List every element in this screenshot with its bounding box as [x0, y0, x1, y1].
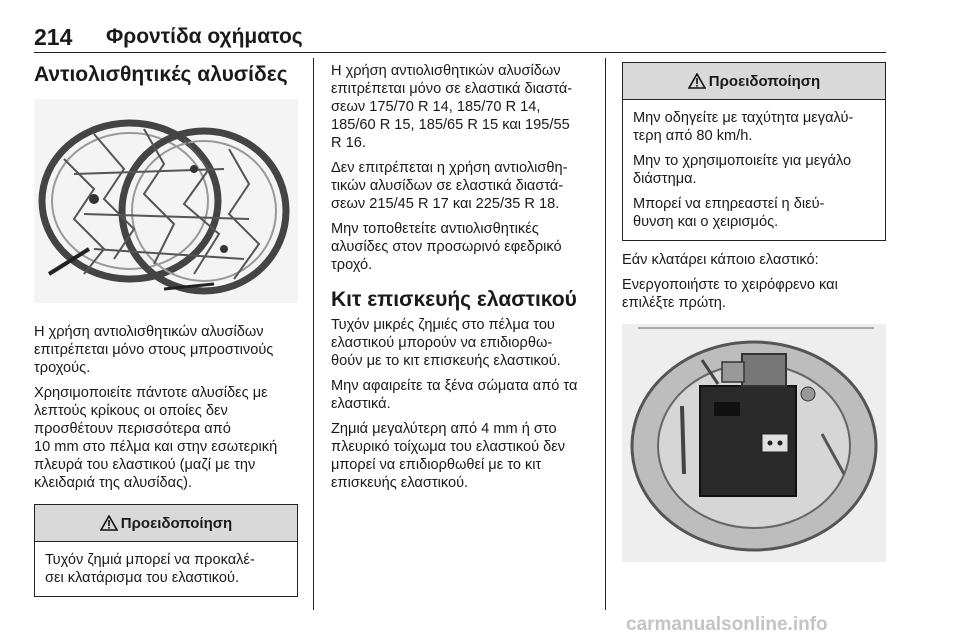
paragraph: Μην αφαιρείτε τα ξένα σώματα από τα ελαστικά.	[331, 378, 578, 412]
paragraph: Η χρήση αντιολισθητικών αλυσίδων επιτρέπεται μόνο σε ελαστικά διαστά- σεων 175/70 R 14, 185/70 R 14, 185/60 R 15, 185/65 R 15 και 195/55 R 16.	[331, 63, 573, 151]
warning-body	[35, 542, 297, 596]
warning-triangle-icon	[688, 73, 706, 89]
snow-chains-drawing	[34, 99, 298, 303]
warning-body	[623, 100, 885, 240]
paragraph: Μην τοποθετείτε αντιολισθητικές αλυσίδες στον προσωρινό εφεδρικό τροχό.	[331, 221, 562, 273]
paragraph: Ζημιά μεγαλύτερη από 4 mm ή στο πλευρικό τοίχωμα του ελαστικού δεν μπορεί να επιδιορθωθεί με το κιτ επισκευής ελαστικού.	[331, 421, 566, 491]
warning-header	[623, 63, 885, 100]
warning-box	[34, 504, 298, 597]
watermark: carmanualsonline.info	[626, 614, 828, 635]
warning-text: Μην οδηγείτε με ταχύτητα μεγαλύ- τερη από 80 km/h.	[633, 110, 854, 144]
warning-box	[622, 62, 886, 241]
paragraph: Τυχόν μικρές ζημιές στο πέλμα του ελαστικού μπορούν να επιδιορθω- θούν με το κιτ επισκευής ελαστικού.	[331, 317, 561, 369]
column-divider-2	[605, 58, 606, 610]
warning-title: Προειδοποίηση	[708, 72, 821, 90]
warning-text: Μην το χρησιμοποιείτε για μεγάλο διάστημα.	[633, 153, 852, 187]
tyre-repair-kit-illustration	[622, 324, 886, 562]
column-divider-1	[313, 58, 314, 610]
paragraph: Χρησιμοποιείτε πάντοτε αλυσίδες με λεπτούς κρίκους οι οποίες δεν προσθέτουν περισσότερα από 10 mm στο πέλμα και στην εσωτερική πλευρά του ελαστικού (μαζί με την κλειδαριά της αλυσίδας).	[34, 385, 278, 491]
chapter-title: Φροντίδα οχήματος	[106, 25, 303, 48]
warning-text: Τυχόν ζημιά μπορεί να προκαλέ- σει κλατάρισμα του ελαστικού.	[45, 552, 255, 586]
paragraph: Η χρήση αντιολισθητικών αλυσίδων επιτρέπεται μόνο στους μπροστινούς τροχούς.	[34, 324, 274, 376]
column-3	[622, 58, 886, 562]
page-header	[34, 12, 886, 53]
warning-triangle-icon	[100, 515, 118, 531]
column-2	[331, 58, 595, 499]
warning-header	[35, 505, 297, 542]
paragraph: Εάν κλατάρει κάποιο ελαστικό:	[622, 252, 819, 268]
paragraph: Ενεργοποιήστε το χειρόφρενο και επιλέξτε πρώτη.	[622, 277, 838, 311]
snow-chains-illustration	[34, 99, 298, 303]
warning-title: Προειδοποίηση	[120, 514, 233, 532]
warning-text: Μπορεί να επηρεαστεί η διεύ- θυνση και ο χειρισμός.	[633, 196, 825, 230]
paragraph: Δεν επιτρέπεται η χρήση αντιολισθη- τικών αλυσίδων σε ελαστικά διαστά- σεων 215/45 R 17 και 225/35 R 18.	[331, 160, 568, 212]
page-number: 214	[34, 24, 73, 50]
column-1	[34, 58, 298, 597]
tyre-repair-kit-drawing	[622, 324, 886, 562]
section-heading-tyre-repair-kit: Κιτ επισκευής ελαστικού	[331, 288, 577, 311]
section-heading-snow-chains: Αντιολισθητικές αλυσίδες	[34, 63, 288, 86]
